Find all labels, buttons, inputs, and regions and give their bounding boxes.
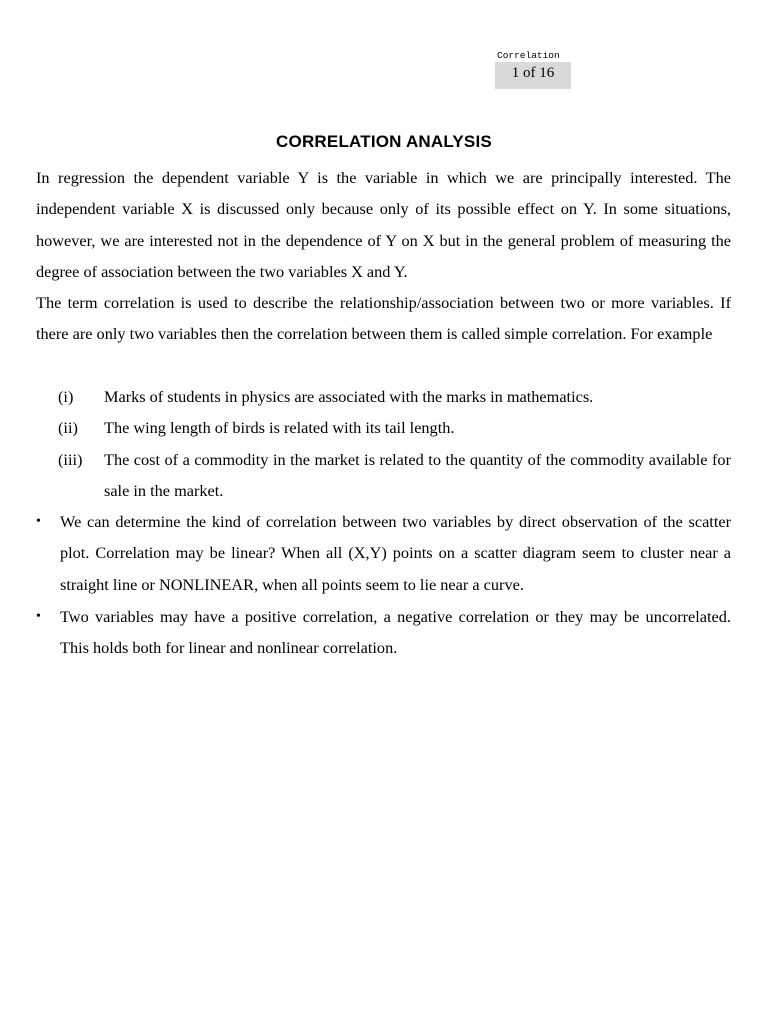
bullet-list	[36, 506, 731, 664]
paragraph-correlation-definition: The term correlation is used to describe the relationship/association between two or more variables. If there are only two variables then the correlation between them is called simple correlation. For example	[36, 293, 731, 344]
example-item	[58, 381, 731, 412]
example-text: Marks of students in physics are associated with the marks in mathematics.	[104, 387, 594, 406]
example-number: (ii)	[58, 418, 78, 438]
example-item	[58, 412, 731, 443]
document-title: CORRELATION ANALYSIS	[276, 132, 492, 151]
paragraph-regression-intro: In regression the dependent variable Y is the variable in which we are principally interested. The independent variable X is discussed only because only of its possible effect on Y. In some situations, however, we are interested not in the dependence of Y on X but in the general problem of measuring the degree of association between the two variables X and Y.	[36, 168, 731, 281]
example-text: The cost of a commodity in the market is related to the quantity of the commodity available for sale in the market.	[104, 449, 731, 500]
example-item	[58, 444, 731, 507]
bullet-icon: •	[36, 608, 41, 624]
example-list	[58, 381, 731, 506]
example-text: The wing length of birds is related with its tail length.	[104, 418, 455, 438]
bullet-icon: •	[36, 514, 41, 529]
example-number: (i)	[58, 387, 74, 406]
bullet-item	[36, 506, 731, 600]
running-header-label: Correlation	[497, 50, 560, 61]
page-indicator: 1 of 16	[495, 62, 571, 89]
bullet-text: We can determine the kind of correlation between two variables by direct observation of the scatter plot. Correlation may be linear? When all (X,Y) points on a scatter diagram seem to cluster near a straight line or NONLINEAR, when all points seem to lie near a curve.	[60, 512, 731, 594]
bullet-text: Two variables may have a positive correlation, a negative correlation or they may be uncorrelated. This holds both for linear and nonlinear correlation.	[60, 606, 731, 658]
bullet-item	[36, 601, 731, 664]
example-number: (iii)	[58, 449, 83, 469]
